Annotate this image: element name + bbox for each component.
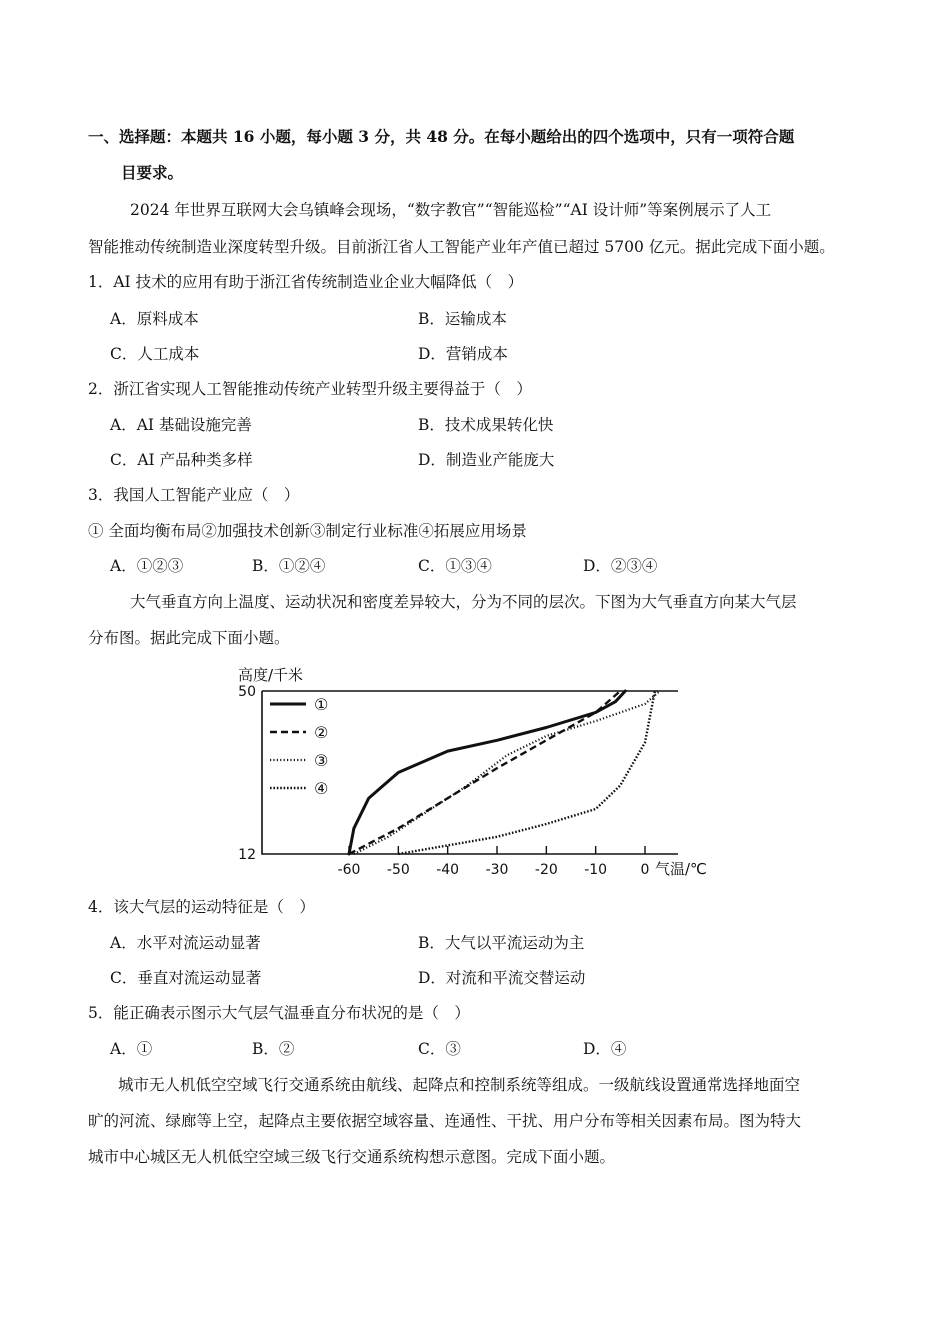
q1-stem: 1．AI 技术的应用有助于浙江省传统制造业企业大幅降低（ ）: [88, 273, 524, 291]
atmosphere-temperature-chart: [230, 660, 730, 886]
q2-option-c: C．AI 产品种类多样: [110, 451, 253, 469]
q3-option-c: C．①③④: [418, 557, 492, 575]
q1-option-d: D．营销成本: [418, 345, 508, 363]
q3-option-a: A．①②③: [110, 557, 184, 575]
q2-option-a: A．AI 基础设施完善: [110, 416, 252, 434]
chart-x-tick-label: -40: [436, 862, 460, 878]
material1-line1: 2024 年世界互联网大会乌镇峰会现场，“数字教官”“智能巡检”“AI 设计师”等案例展示了人工: [130, 201, 772, 219]
q1-option-c: C．人工成本: [110, 345, 200, 363]
material3-line1: 城市无人机低空空域飞行交通系统由航线、起降点和控制系统等组成。一级航线设置通常选择地面空: [118, 1076, 801, 1094]
chart-series-line: [398, 691, 655, 854]
chart-legend-label: ④: [314, 779, 329, 798]
chart-legend-label: ①: [314, 695, 329, 714]
chart-series-line: [349, 691, 625, 854]
q5-option-a: A．①: [110, 1040, 153, 1058]
chart-x-tick-label: -30: [485, 862, 509, 878]
chart-y-tick-label: 50: [238, 684, 256, 700]
chart-x-tick-label: -60: [337, 862, 361, 878]
chart-x-tick-label: -20: [534, 862, 558, 878]
q2-option-d: D．制造业产能庞大: [418, 451, 555, 469]
q3-option-d: D．②③④: [583, 557, 658, 575]
q1-option-b: B．运输成本: [418, 310, 507, 328]
section-heading-line2: 目要求。: [121, 163, 184, 182]
q4-option-d: D．对流和平流交替运动: [418, 969, 586, 987]
q5-option-b: B．②: [252, 1040, 295, 1058]
chart-x-tick-label: 0: [640, 862, 650, 878]
q2-option-b: B．技术成果转化快: [418, 416, 554, 434]
material3-line3: 城市中心城区无人机低空空域三级飞行交通系统构想示意图。完成下面小题。: [88, 1148, 616, 1166]
q4-option-c: C．垂直对流运动显著: [110, 969, 262, 987]
chart-x-tick-label: -50: [386, 862, 410, 878]
chart-axis-lines: [262, 691, 678, 854]
q5-option-d: D．④: [583, 1040, 627, 1058]
q5-option-c: C．③: [418, 1040, 461, 1058]
q4-option-b: B．大气以平流运动为主: [418, 934, 585, 952]
chart-legend-label: ③: [314, 751, 329, 770]
material2-line2: 分布图。据此完成下面小题。: [88, 629, 290, 647]
chart-x-tick-label: -10: [584, 862, 608, 878]
q5-stem: 5．能正确表示图示大气层气温垂直分布状况的是（ ）: [88, 1004, 470, 1022]
chart-y-tick-label: 12: [238, 847, 256, 863]
q1-option-a: A．原料成本: [110, 310, 199, 328]
q3-stem: 3．我国人工智能产业应（ ）: [88, 486, 300, 504]
chart-ylabel: 高度/千米: [238, 666, 304, 684]
material3-line2: 旷的河流、绿廊等上空，起降点主要依据空域容量、连通性、干扰、用户分布等相关因素布局。图为特大: [88, 1112, 802, 1130]
q4-stem: 4．该大气层的运动特征是（ ）: [88, 898, 315, 916]
material2-line1: 大气垂直方向上温度、运动状况和密度差异较大，分为不同的层次。下图为大气垂直方向某大气层: [130, 593, 797, 611]
material1-line2: 智能推动传统制造业深度转型升级。目前浙江省人工智能产业年产值已超过 5700 亿元。据此完成下面小题。: [88, 238, 835, 256]
chart-series-line: [349, 691, 620, 854]
q4-option-a: A．水平对流运动显著: [110, 934, 261, 952]
q3-option-b: B．①②④: [252, 557, 326, 575]
chart-legend-label: ②: [314, 723, 329, 742]
q2-stem: 2．浙江省实现人工智能推动传统产业转型升级主要得益于（ ）: [88, 380, 532, 398]
section-heading-line1: 一、选择题：本题共 16 小题，每小题 3 分，共 48 分。在每小题给出的四个选项中，只有一项符合题: [88, 127, 795, 146]
q3-items: ① 全面均衡布局②加强技术创新③制定行业标准④拓展应用场景: [88, 522, 527, 540]
chart-xlabel: 气温/℃: [655, 860, 707, 878]
